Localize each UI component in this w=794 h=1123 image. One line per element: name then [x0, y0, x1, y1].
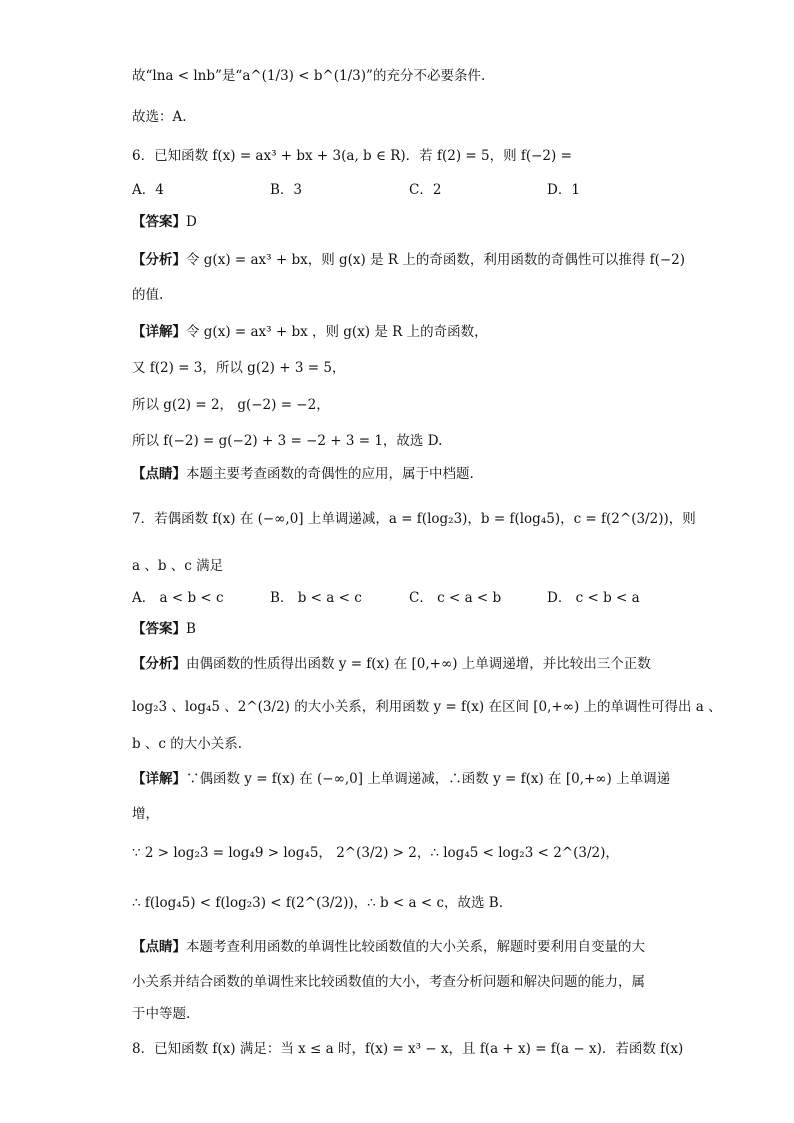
analysis-7-line2: [132, 697, 722, 717]
analysis-6: [132, 250, 686, 270]
comment-6: [132, 464, 664, 484]
detail-text: 所以 g(2) = 2， g(−2) = −2，: [132, 397, 330, 413]
question-6: [132, 146, 664, 166]
analysis-text: 令 g(x) = ax³ + bx，则 g(x) 是 R 上的奇函数，利用函数的奇偶性可以推得 f(−2): [186, 252, 686, 268]
option-d: D． c < b < a: [547, 590, 640, 606]
analysis-text: b 、c 的大小关系.: [132, 736, 243, 752]
answer-tag: 【答案】: [132, 214, 186, 230]
text-line: [132, 66, 664, 86]
detail-text: 令 g(x) = ax³ + bx ，则 g(x) 是 R 上的奇函数，: [186, 324, 488, 340]
analysis-text: log₂3 、log₄5 、2^(3/2) 的大小关系，利用函数 y = f(x) 在区间 [0,+∞) 上的单调性可得出 a 、: [132, 699, 722, 715]
analysis-text: 由偶函数的性质得出函数 y = f(x) 在 [0,+∞) 上单调递增，并比较出三个正数: [186, 656, 651, 672]
question-7-cont: [132, 556, 664, 576]
text-line: [132, 107, 664, 127]
analysis-7: [132, 654, 664, 674]
comment-7-line3: [132, 1004, 664, 1024]
analysis-6-cont: [132, 285, 664, 305]
option-d: D．1: [547, 182, 580, 198]
answer-value: B: [186, 621, 196, 637]
conclusion-text: 故“lna < lnb”是“a^(1/3) < b^(1/3)”的充分不必要条件.: [132, 68, 486, 84]
answer-tag: 【答案】: [132, 621, 186, 637]
detail-6: [132, 322, 664, 342]
question-7-text: 7．若偶函数 f(x) 在 (−∞,0] 上单调递减，a = f(log₂3)，b = f(log₄5)，c = f(2^(3/2))，则: [132, 511, 696, 527]
detail-tag: 【详解】: [132, 771, 186, 787]
analysis-tag: 【分析】: [132, 252, 186, 268]
detail-7-line3: [132, 843, 664, 863]
question-8-text: 8．已知函数 f(x) 满足：当 x ≤ a 时，f(x) = x³ − x，且 f(a + x) = f(a − x)．若函数 f(x): [132, 1041, 684, 1057]
option-c: C．2: [409, 182, 442, 198]
detail-7-line4: [132, 893, 664, 913]
answer-value: D: [186, 214, 197, 230]
detail-7-line2: [132, 804, 664, 824]
comment-7-line2: [132, 972, 664, 992]
comment-tag: 【点睛】: [132, 939, 186, 955]
detail-text: ∵ 2 > log₂3 = log₄9 > log₄5， 2^(3/2) > 2，∴ log₄5 < log₂3 < 2^(3/2)，: [132, 845, 619, 861]
comment-7: [132, 937, 664, 957]
comment-text: 本题考查利用函数的单调性比较函数值的大小关系，解题时要利用自变量的大: [186, 939, 645, 955]
detail-6-line2: [132, 358, 664, 378]
detail-text: 增，: [132, 806, 159, 822]
question-7: [132, 509, 696, 529]
answer-choice-text: 故选：A.: [132, 109, 187, 125]
detail-text: ∴ f(log₄5) < f(log₂3) < f(2^(3/2))，∴ b < a < c，故选 B.: [132, 895, 504, 911]
comment-text: 小关系并结合函数的单调性来比较函数值的大小，考查分析问题和解决问题的能力，属: [132, 974, 645, 990]
detail-text: ∵偶函数 y = f(x) 在 (−∞,0] 上单调递减，∴函数 y = f(x) 在 [0,+∞) 上单调递: [186, 771, 671, 787]
option-a: A． a < b < c: [132, 590, 224, 606]
analysis-text: 的值.: [132, 287, 164, 303]
detail-6-line4: [132, 431, 664, 451]
analysis-tag: 【分析】: [132, 656, 186, 672]
comment-tag: 【点睛】: [132, 466, 186, 482]
question-6-text: 6．已知函数 f(x) = ax³ + bx + 3(a, b ∈ R)．若 f(2) = 5，则 f(−2) =: [132, 148, 572, 164]
option-b: B．3: [270, 182, 303, 198]
answer-6: [132, 212, 664, 232]
question-8: [132, 1039, 684, 1059]
detail-7: [132, 769, 671, 789]
answer-7: [132, 619, 664, 639]
detail-tag: 【详解】: [132, 324, 186, 340]
option-a: A．4: [132, 182, 164, 198]
detail-text: 又 f(2) = 3，所以 g(2) + 3 = 5，: [132, 360, 346, 376]
option-c: C． c < a < b: [409, 590, 502, 606]
question-7-text: a 、b 、c 满足: [132, 558, 224, 574]
detail-text: 所以 f(−2) = g(−2) + 3 = −2 + 3 = 1，故选 D.: [132, 433, 443, 449]
detail-6-line3: [132, 395, 664, 415]
analysis-7-line3: [132, 734, 664, 754]
comment-text: 本题主要考查函数的奇偶性的应用，属于中档题.: [186, 466, 474, 482]
option-b: B． b < a < c: [270, 590, 362, 606]
comment-text: 于中等题.: [132, 1006, 191, 1022]
